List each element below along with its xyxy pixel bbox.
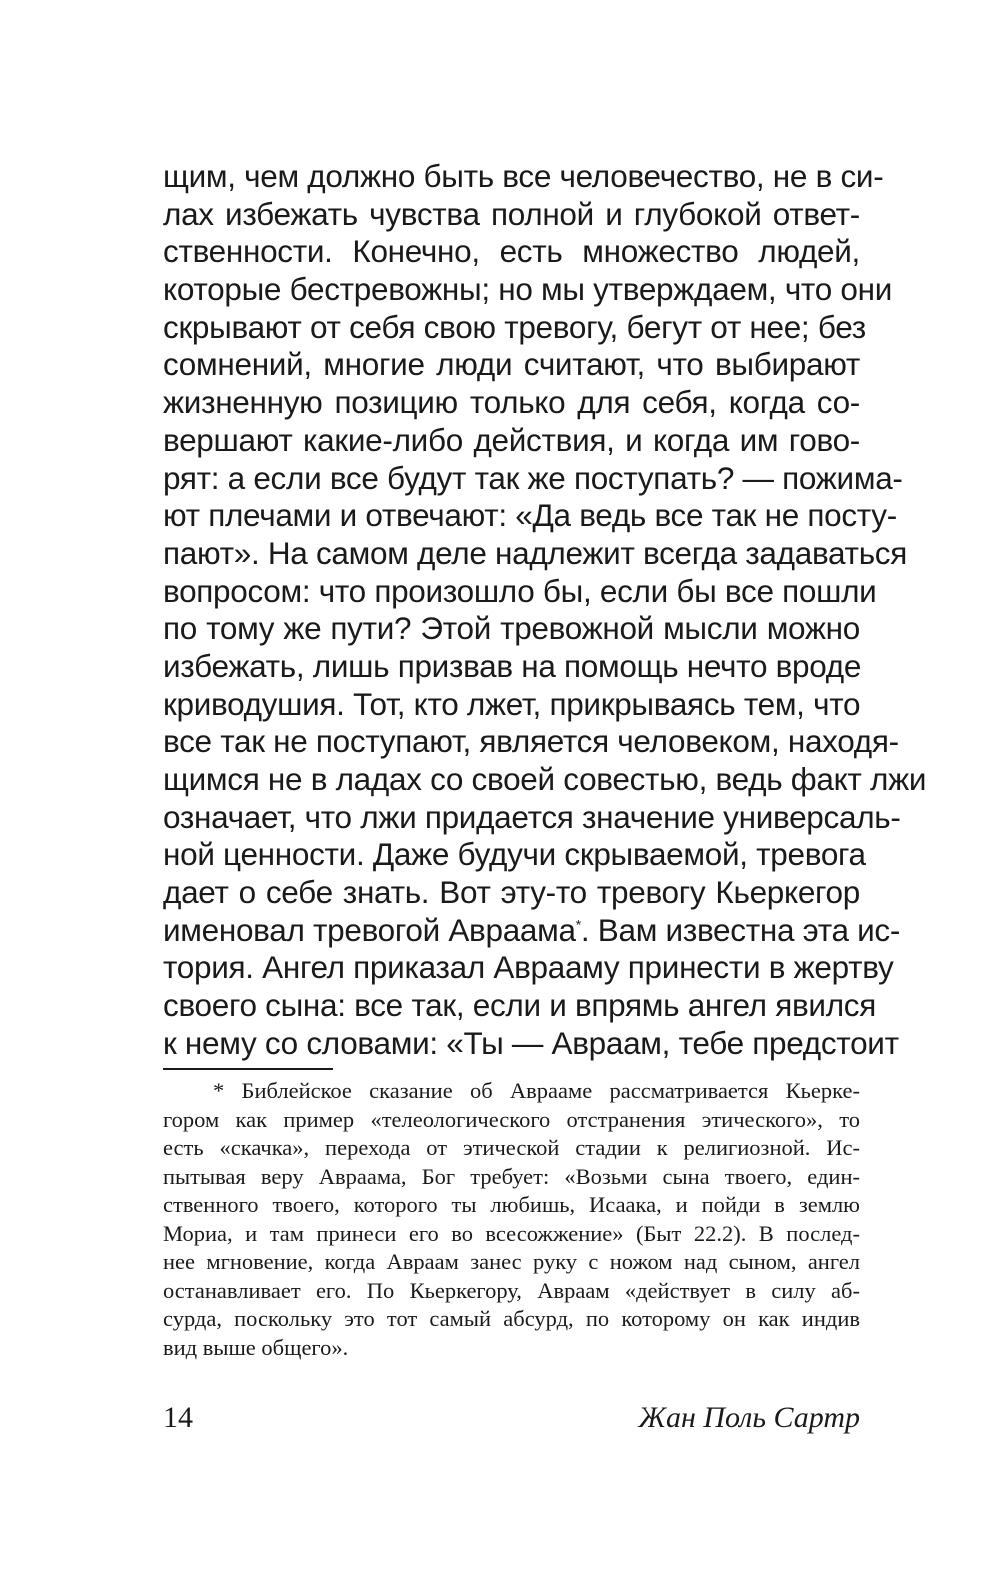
text-line-with-footnote: [163, 911, 901, 950]
footnote-block: [163, 1077, 860, 1362]
text-line: к нему со словами: «Ты — Авраам, тебе предстоит: [163, 1024, 899, 1061]
text-line: ственности. Конечно, есть множество людей,: [163, 233, 860, 270]
text-line: вершают какие-либо действия, и когда им гово-: [163, 421, 860, 458]
page-number: 14: [163, 1401, 193, 1434]
text-line: сомнений, многие люди считают, что выбирают: [163, 346, 860, 383]
footnote-line: пытывая веру Авраама, Бог требует: «Возьми сына твоего, един-: [163, 1163, 860, 1189]
text-line: своего сына: все так, если и впрямь ангел явился: [163, 987, 876, 1024]
text-line: пают». На самом деле надлежит всегда задаваться: [163, 534, 908, 571]
footnote-line: Мориа, и там принеси его во всесожжение» (Быт 22.2). В послед-: [163, 1220, 860, 1246]
text-fragment: именовал тревогой Авраама: [163, 911, 576, 948]
text-line: жизненную позицию только для себя, когда со-: [163, 384, 860, 421]
text-line: дает о себе знать. Вот эту-то тревогу Кьеркегор: [163, 874, 860, 911]
text-line: означает, что лжи придается значение универсаль-: [163, 798, 901, 835]
text-line: щим, чем должно быть все человечество, не в си-: [163, 158, 884, 194]
text-line: ют плечами и отвечают: «Да ведь все так не посту-: [163, 497, 897, 534]
footnote-separator: [163, 1068, 333, 1070]
text-line: которые бестревожны; но мы утверждаем, что они: [163, 271, 892, 308]
footnote-reference-mark: *: [575, 916, 581, 933]
footnote-line: * Библейское сказание об Аврааме рассматривается Кьерке-: [213, 1078, 860, 1103]
footnote-line: вид выше общего».: [163, 1334, 349, 1360]
footnote-line: сурда, поскольку это тот самый абсурд, по которому он как индив: [163, 1306, 860, 1331]
text-fragment: . Вам известна эта ис-: [580, 911, 901, 948]
text-line: рят: а если все будут так же поступать? — пожима-: [163, 459, 903, 496]
text-line: криводушия. Тот, кто лжет, прикрываясь тем, что: [163, 685, 861, 722]
text-line: лах избежать чувства полной и глубокой ответ-: [163, 195, 860, 232]
footnote-line: гором как пример «телеологического отстранения этического», то: [163, 1106, 860, 1132]
running-footer-author: Жан Поль Сартр: [638, 1401, 860, 1434]
text-line: все так не поступают, является человеком, находя-: [163, 723, 899, 760]
text-line: тория. Ангел приказал Аврааму принести в жертву: [163, 949, 894, 986]
text-line: избежать, лишь призвав на помощь нечто вроде: [163, 647, 862, 684]
text-line: по тому же пути? Этой тревожной мысли можно: [163, 610, 860, 647]
main-text-block: [163, 158, 927, 1063]
footnote-line: нее мгновение, когда Авраам занес руку с ножом над сыном, ангел: [163, 1249, 860, 1274]
text-line: щимся не в ладах со своей совестью, ведь факт лжи: [163, 761, 927, 797]
footnote-line: останавливает его. По Кьеркегору, Авраам «действует в силу аб-: [163, 1277, 860, 1303]
text-line: вопросом: что произошло бы, если бы все пошли: [163, 572, 877, 609]
text-line: скрывают от себя свою тревогу, бегут от нее; без: [163, 308, 866, 345]
text-line: ной ценности. Даже будучи скрываемой, тревога: [163, 836, 866, 873]
footnote-line: есть «скачка», перехода от этической стадии к религиозной. Ис-: [163, 1135, 860, 1160]
footnote-line: ственного твоего, которого ты любишь, Исаака, и пойди в землю: [163, 1192, 860, 1217]
